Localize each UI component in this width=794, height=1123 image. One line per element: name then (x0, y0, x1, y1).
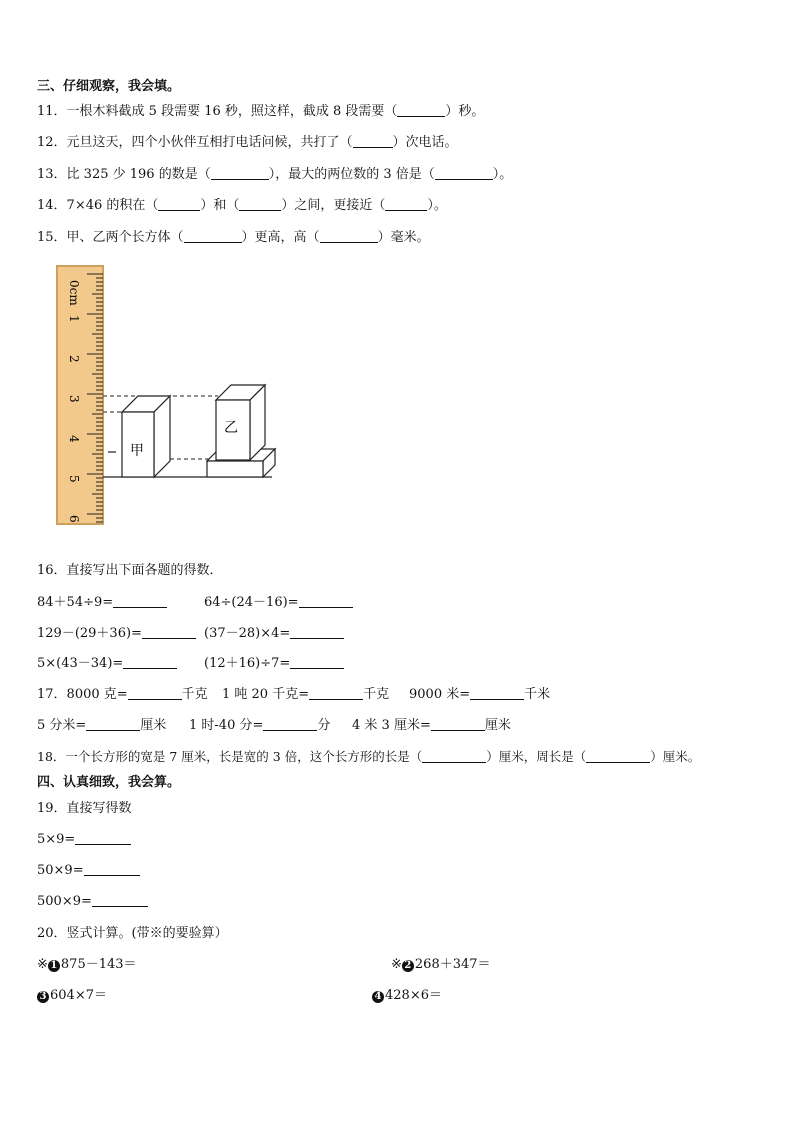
q17-item-1-blank[interactable] (128, 687, 182, 700)
q19-title: 19．直接写得数 (37, 801, 132, 816)
q14-text-2: ）和（ (200, 198, 240, 213)
q14-answer-blank-3[interactable] (385, 198, 427, 211)
q17-item-4-text: 5 分米= (37, 718, 87, 733)
q20-item-2-mark: ※ (391, 957, 402, 972)
circled-number-1: 1 (48, 960, 60, 972)
q13-answer-blank-1[interactable] (211, 167, 269, 180)
q16-title: 16．直接写出下面各题的得数． (37, 563, 223, 578)
q19-item-2-blank[interactable] (84, 863, 140, 876)
q13-text-2: ），最大的两位数的 3 倍是（ (268, 167, 435, 182)
ruler-label-3: 3 (67, 395, 81, 403)
q18-text-3: ）厘米。 (650, 749, 701, 764)
q19-item-3-text: 500×9= (37, 894, 92, 909)
box-jia-label: 甲 (130, 443, 144, 459)
section-title-4: 四、认真细致，我会算。 (37, 775, 181, 790)
q17-item-5-blank[interactable] (263, 718, 317, 731)
box-yi (216, 385, 265, 460)
ruler-label-2: 2 (67, 355, 81, 363)
q18-text-1: 18．一个长方形的宽是 7 厘米，长是宽的 3 倍，这个长方形的长是（ (37, 749, 423, 764)
q17-item-4-unit: 厘米 (140, 718, 167, 733)
q13-text-3: ）。 (492, 167, 513, 182)
q17-item-1 (37, 687, 208, 703)
q18-answer-blank-2[interactable] (586, 750, 650, 763)
q17-item-2-unit: 千克 (363, 687, 390, 702)
q20-item-2-expr: 268＋347＝ (414, 957, 491, 972)
q17-item-5 (189, 718, 330, 734)
box-jia (122, 396, 170, 477)
q13-text-1: 13．比 325 少 196 的数是（ (37, 167, 211, 182)
q17-item-3-blank[interactable] (470, 687, 524, 700)
q20-item-2 (391, 957, 491, 973)
q17-item-3-text: 9000 米= (409, 687, 471, 702)
q11-text-before: 11．一根木料截成 5 段需要 16 秒，照这样，截成 8 段需要（ (37, 104, 398, 119)
q17-item-2-blank[interactable] (309, 687, 363, 700)
q19-item-3-blank[interactable] (92, 894, 148, 907)
q18-answer-blank-1[interactable] (422, 750, 486, 763)
q15-text-1: 15．甲、乙两个长方体（ (37, 230, 184, 245)
q12-answer-blank[interactable] (353, 135, 393, 148)
section-title-3: 三、仔细观察，我会填。 (37, 79, 181, 94)
q12-text-after: ）次电话。 (392, 135, 458, 150)
question-12 (37, 135, 458, 151)
q14-text-4: ）。 (427, 198, 447, 213)
q17-item-1-unit: 千克 (181, 687, 208, 702)
q16-item-5 (37, 656, 177, 672)
q15-text-2: ）更高，高（ (241, 230, 320, 245)
ruler-label-5: 5 (67, 475, 81, 483)
q16-item-6-blank[interactable] (290, 656, 344, 669)
q19-item-3 (37, 894, 148, 910)
q16-item-6 (204, 656, 344, 672)
q20-item-1-mark: ※ (37, 957, 48, 972)
q17-item-6-text: 4 米 3 厘米= (352, 718, 431, 733)
question-18 (37, 749, 700, 765)
question-13 (37, 167, 512, 183)
q17-item-4 (37, 718, 166, 734)
q17-item-6-blank[interactable] (431, 718, 485, 731)
ruler-label-1: 1 (67, 315, 81, 323)
q15-text-3: ）毫米。 (377, 230, 430, 245)
q18-text-2: ）厘米，周长是（ (486, 749, 587, 764)
ruler-boxes-figure (52, 264, 292, 526)
q11-text-after: ）秒。 (445, 104, 485, 119)
q15-answer-blank-1[interactable] (184, 230, 242, 243)
q16-item-3-text: 129－(29＋36)= (37, 626, 142, 641)
q19-item-1-blank[interactable] (75, 832, 131, 845)
q16-item-6-text: (12＋16)÷7= (204, 656, 291, 671)
q17-item-1-text: 17．8000 克= (37, 687, 128, 702)
q20-item-1-expr: 875－143＝ (60, 957, 137, 972)
q20-item-4-expr: 428×6＝ (385, 988, 442, 1003)
q20-item-1 (37, 957, 137, 973)
q14-text-1: 14．7×46 的积在（ (37, 198, 159, 213)
q14-answer-blank-2[interactable] (239, 198, 281, 211)
q16-item-4 (204, 626, 344, 642)
q17-item-3-unit: 千米 (524, 687, 551, 702)
q14-answer-blank-1[interactable] (158, 198, 200, 211)
q16-item-5-text: 5×(43－34)= (37, 656, 124, 671)
q16-item-3 (37, 626, 196, 642)
q17-item-2-text: 1 吨 20 千克= (222, 687, 310, 702)
box-yi-label: 乙 (224, 420, 238, 436)
q20-title: 20．竖式计算。(带※的要验算） (37, 926, 228, 941)
q16-item-3-blank[interactable] (142, 626, 196, 639)
q17-item-6-unit: 厘米 (484, 718, 511, 733)
q16-item-1-text: 84＋54÷9= (37, 595, 114, 610)
q11-answer-blank[interactable] (397, 104, 445, 117)
ruler-label-0: 0cm (67, 280, 81, 306)
ruler-label-4: 4 (67, 435, 81, 443)
q16-item-1-blank[interactable] (113, 595, 167, 608)
circled-number-2: 2 (402, 960, 414, 972)
question-15 (37, 230, 430, 246)
q13-answer-blank-2[interactable] (435, 167, 493, 180)
q16-item-2-blank[interactable] (299, 595, 353, 608)
q17-item-5-text: 1 时-40 分= (189, 718, 264, 733)
circled-number-3: 3 (37, 991, 49, 1003)
q16-item-5-blank[interactable] (123, 656, 177, 669)
q20-item-3-expr: 604×7＝ (50, 988, 107, 1003)
q16-item-1 (37, 595, 167, 611)
q20-item-3 (37, 988, 107, 1004)
q19-item-2 (37, 863, 140, 879)
q19-item-1 (37, 832, 131, 848)
q16-item-4-text: (37－28)×4= (204, 626, 291, 641)
q17-item-2 (222, 687, 389, 703)
q15-answer-blank-2[interactable] (320, 230, 378, 243)
q19-item-2-text: 50×9= (37, 863, 84, 878)
q16-item-4-blank[interactable] (290, 626, 344, 639)
question-14 (37, 198, 447, 214)
q17-item-4-blank[interactable] (86, 718, 140, 731)
q19-item-1-text: 5×9= (37, 832, 76, 847)
question-11 (37, 104, 484, 120)
q17-item-3 (409, 687, 550, 703)
q12-text-before: 12．元旦这天，四个小伙伴互相打电话问候，共打了（ (37, 135, 353, 150)
circled-number-4: 4 (372, 991, 384, 1003)
q16-item-2-text: 64÷(24－16)= (204, 595, 299, 610)
q17-item-6 (352, 718, 511, 734)
q16-item-2 (204, 595, 353, 611)
q20-item-4 (372, 988, 442, 1004)
q17-item-5-unit: 分 (317, 718, 331, 733)
ruler-label-6: 6 (67, 515, 81, 523)
q14-text-3: ）之间，更接近（ (281, 198, 386, 213)
